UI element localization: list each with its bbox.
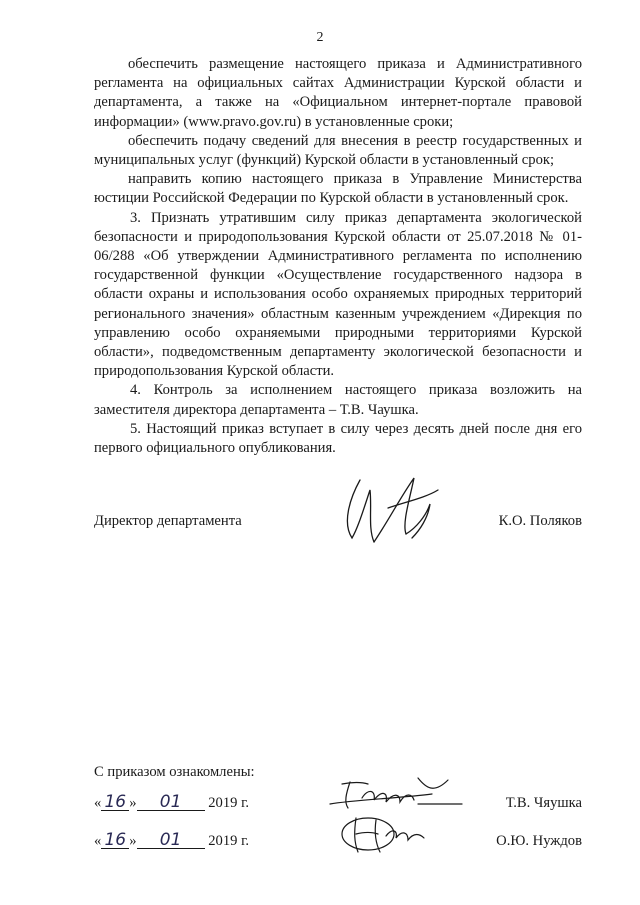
paragraph-item-5: 5. Настоящий приказ вступает в силу через десять дней после дня его первого официального опубликования. bbox=[94, 420, 582, 457]
signature-image-2 bbox=[330, 808, 440, 860]
page-number: 2 bbox=[316, 30, 324, 45]
director-position: Директор департамента bbox=[94, 513, 242, 529]
document-body bbox=[94, 55, 582, 458]
date-month: 01 bbox=[137, 832, 205, 849]
paragraph-item-3: 3. Признать утратившим силу приказ департамента экологической безопасности и природопользования Курской области от 25.07.2018 № 01-06/288 «Об утверждении Административного регламента по исполнению государственной функции «Осуществление государственного надзора в области охраны и использования особо охраняемых природных территорий регионального значения» областным казенным учреждением «Дирекция по управлению особо охраняемыми природными территориями Курской области», подведомственным департаменту экологической безопасности и природопользования Курской области. bbox=[94, 209, 582, 380]
date-day: 16 bbox=[101, 794, 129, 811]
paragraph-registry: обеспечить подачу сведений для внесения в реестр государственных и муниципальных услуг (функций) Курской области в установленный срок; bbox=[94, 132, 582, 169]
paragraph-item-4: 4. Контроль за исполнением настоящего приказа возложить на заместителя директора департамента – Т.В. Чаушка. bbox=[94, 382, 582, 418]
date-year: 2019 г. bbox=[208, 833, 250, 849]
director-name: К.О. Поляков bbox=[498, 513, 582, 529]
acknowledgement-date-2 bbox=[94, 832, 249, 850]
date-year: 2019 г. bbox=[208, 795, 250, 811]
acknowledgement-name-1: Т.В. Чяушка bbox=[505, 795, 582, 811]
close-quote: » bbox=[129, 795, 137, 811]
acknowledgement-date-1 bbox=[94, 794, 249, 812]
acknowledgement-name-2: О.Ю. Нуждов bbox=[496, 833, 582, 849]
date-day: 16 bbox=[101, 832, 129, 849]
close-quote: » bbox=[129, 833, 137, 849]
paragraph-publish: обеспечить размещение настоящего приказа и Административного регламента на официальных сайтах Администрации Курской области и департамента, а также на «Официальном интернет-портале правовой информации» (www.pravo.gov.ru) в установленные сроки; bbox=[94, 56, 582, 130]
open-quote: « bbox=[94, 795, 102, 811]
date-month: 01 bbox=[137, 794, 205, 811]
open-quote: « bbox=[94, 833, 102, 849]
acknowledgement-title: С приказом ознакомлены: bbox=[94, 764, 255, 780]
paragraph-ministry: направить копию настоящего приказа в Управление Министерства юстиции Российской Федерации по Курской области в установленный срок. bbox=[94, 171, 582, 207]
director-signature-image bbox=[330, 468, 450, 548]
